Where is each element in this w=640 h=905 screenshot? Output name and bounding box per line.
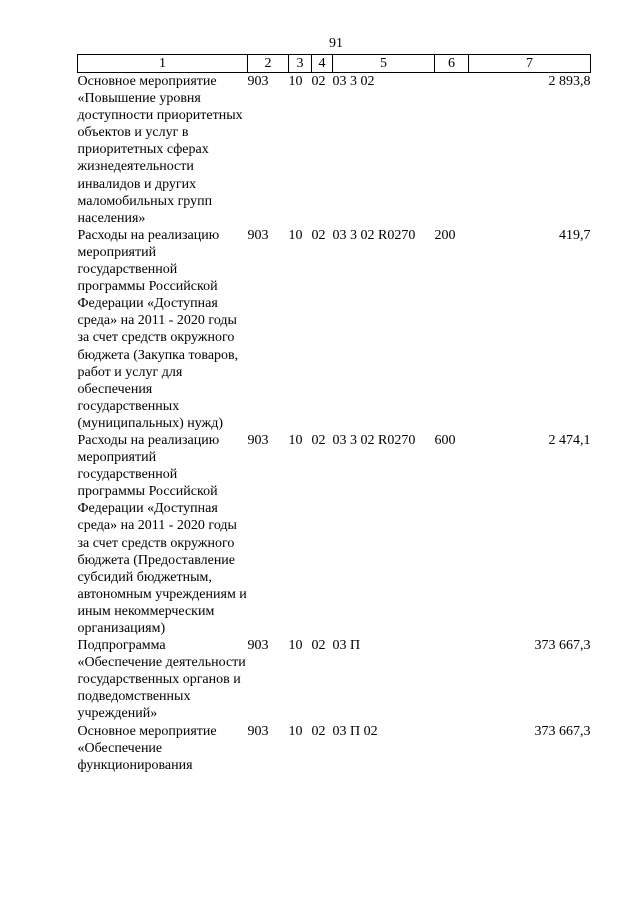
page-number: 91 — [329, 36, 343, 51]
column-header-7: 7 — [469, 55, 591, 73]
row-amount: 419,7 — [559, 227, 591, 243]
row-target-article: 03 3 02 R0270 — [332, 432, 416, 448]
row-subsection-code: 02 — [311, 638, 326, 654]
row-expense-type — [435, 73, 469, 227]
column-header-1: 1 — [78, 55, 248, 73]
row-target-article: 03 П 02 — [332, 723, 378, 739]
row-department-code: 903 — [247, 723, 269, 739]
row-subsection-code: 02 — [311, 227, 326, 243]
row-section-code: 10 — [288, 432, 303, 448]
row-expense-type: 200 — [434, 227, 456, 243]
row-name: Основное мероприятие «Повышение уровня доступности приоритетных объектов и услуг в приоритетных сферах жизнедеятельности инвалидов и других маломобильных групп населения» — [77, 74, 243, 226]
row-name: Расходы на реализацию мероприятий государственной программы Российской Федерации «Доступная среда» на 2011 - 2020 годы за счет средств окружного бюджета (Предоставление субсидий бюджетным, автономным учреждениям и иным некоммерческим организациям) — [77, 432, 247, 636]
column-header-4: 4 — [312, 55, 333, 73]
row-target-article: 03 3 02 R0270 — [332, 227, 416, 243]
table-row — [78, 432, 591, 637]
table-row — [78, 637, 591, 722]
row-amount: 373 667,3 — [534, 723, 591, 739]
row-amount: 2 893,8 — [548, 74, 591, 89]
row-expense-type — [435, 723, 469, 774]
row-expense-type: 600 — [434, 432, 456, 448]
row-name: Основное мероприятие «Обеспечение функционирования — [77, 723, 217, 773]
row-expense-type — [435, 637, 469, 722]
column-header-3: 3 — [289, 55, 312, 73]
row-name: Подпрограмма «Обеспечение деятельности государственных органов и подведомственных учреждений» — [77, 638, 246, 722]
table-header-row — [78, 55, 591, 73]
row-section-code: 10 — [288, 723, 303, 739]
row-amount: 2 474,1 — [548, 432, 591, 448]
row-subsection-code: 02 — [311, 432, 326, 448]
row-name: Расходы на реализацию мероприятий государственной программы Российской Федерации «Доступная среда» на 2011 - 2020 годы за счет средств окружного бюджета (Закупка товаров, работ и услуг для обеспечения государственных (муниципальных) нужд) — [77, 227, 239, 431]
row-department-code: 903 — [247, 638, 269, 654]
table-row — [78, 73, 591, 227]
row-target-article: 03 3 02 — [332, 74, 375, 89]
row-department-code: 903 — [247, 74, 269, 89]
column-header-6: 6 — [435, 55, 469, 73]
row-section-code: 10 — [288, 227, 303, 243]
row-amount: 373 667,3 — [534, 638, 591, 654]
table-row — [78, 723, 591, 774]
column-header-2: 2 — [248, 55, 289, 73]
row-department-code: 903 — [247, 432, 269, 448]
budget-table — [77, 54, 591, 774]
row-subsection-code: 02 — [311, 723, 326, 739]
row-subsection-code: 02 — [311, 74, 326, 89]
row-department-code: 903 — [247, 227, 269, 243]
table-row — [78, 227, 591, 432]
row-section-code: 10 — [288, 74, 303, 89]
row-target-article: 03 П — [332, 638, 361, 654]
row-section-code: 10 — [288, 638, 303, 654]
column-header-5: 5 — [333, 55, 435, 73]
